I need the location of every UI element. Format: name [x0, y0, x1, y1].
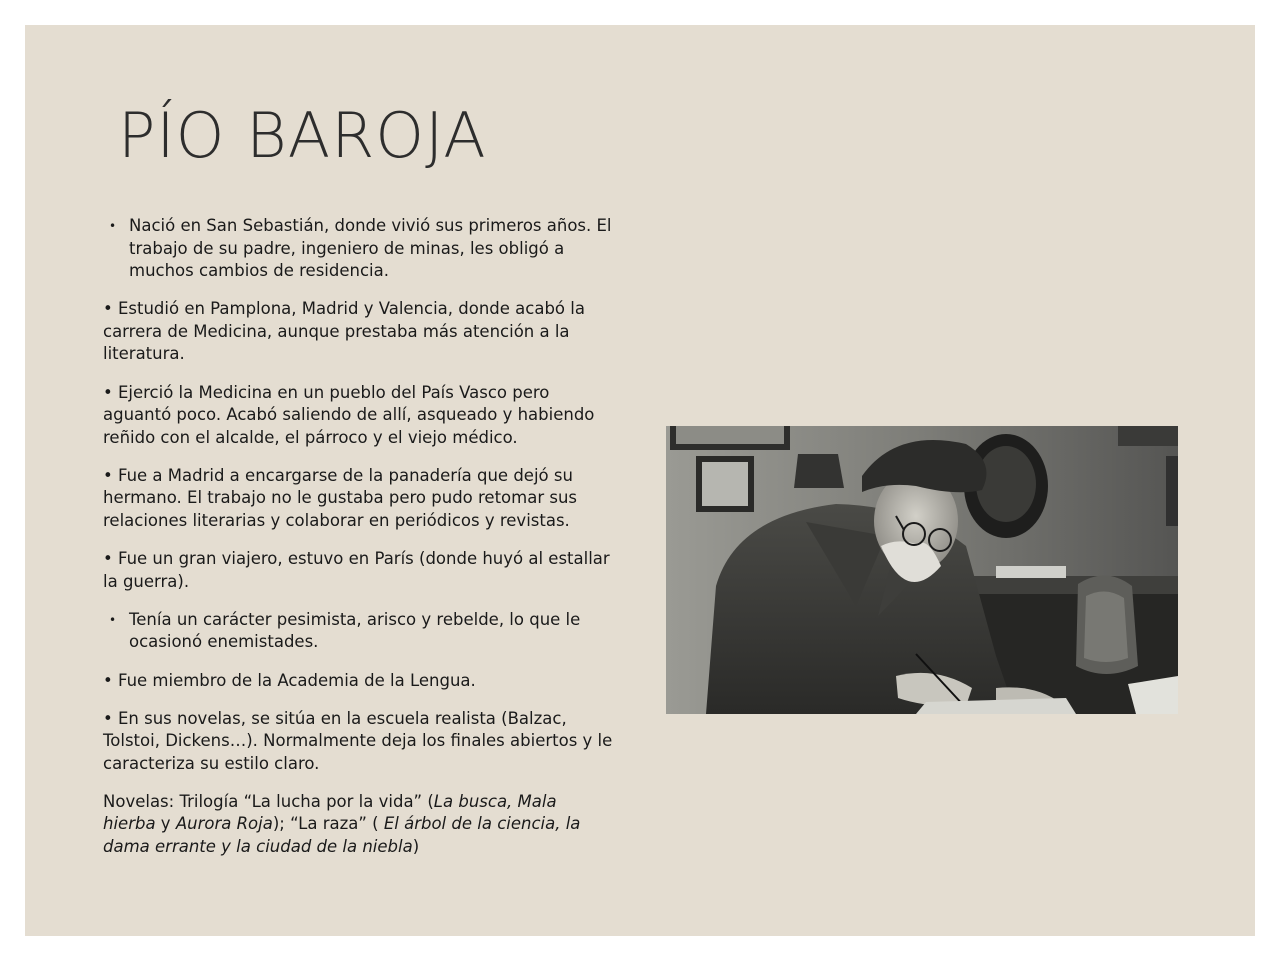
novels-works-1: La busca, Mala hierba [103, 791, 557, 834]
paragraph-medicine: • Ejerció la Medicina en un pueblo del País Vasco pero aguantó poco. Acabó saliendo de allí, asqueado y habiendo reñido con el alcalde, el párroco y el viejo médico. [103, 382, 595, 447]
novels-works-2: Aurora Roja [175, 814, 273, 834]
portrait-photo-icon [666, 426, 1178, 714]
novels-middle: ); “La raza” ( [272, 814, 384, 834]
paragraph-birth [103, 215, 613, 283]
paragraph-character [103, 609, 613, 654]
paragraph-academy: • Fue miembro de la Academia de la Lengua. [103, 670, 476, 690]
paragraph-novels [103, 791, 613, 859]
paragraph-madrid: • Fue a Madrid a encargarse de la panadería que dejó su hermano. El trabajo no le gustaba pero pudo retomar sus relaciones literarias y colaborar en periódicos y revistas. [103, 465, 578, 531]
novels-suffix: ) [412, 837, 420, 857]
novels-works-3: El árbol de la ciencia, la dama errante y la ciudad de la niebla [103, 814, 581, 857]
paragraph-travel: • Fue un gran viajero, estuvo en París (donde huyó al estallar la guerra). [103, 549, 610, 591]
bullet-icon: • [109, 219, 117, 233]
paragraph-style: • En sus novelas, se sitúa en la escuela realista (Balzac, Tolstoi, Dickens…). Normalmente deja los finales abiertos y le caracteriza su estilo claro. [103, 708, 613, 773]
paragraph-text: Tenía un carácter pesimista, arisco y rebelde, lo que le ocasionó enemistades. [129, 609, 581, 652]
portrait-photo [666, 426, 1178, 714]
paragraph-text: Nació en San Sebastián, donde vivió sus primeros años. El trabajo de su padre, ingeniero de minas, les obligó a muchos cambios de residencia. [129, 216, 612, 281]
novels-prefix: Novelas: Trilogía “La lucha por la vida” ( [103, 791, 434, 811]
paragraph-studies: • Estudió en Pamplona, Madrid y Valencia, donde acabó la carrera de Medicina, aunque prestaba más atención a la literatura. [103, 299, 585, 364]
bullet-icon: • [109, 612, 117, 627]
slide-body [103, 215, 613, 874]
slide [25, 25, 1255, 936]
novels-and: y [155, 814, 176, 834]
slide-title: PÍO BAROJA [118, 99, 487, 172]
